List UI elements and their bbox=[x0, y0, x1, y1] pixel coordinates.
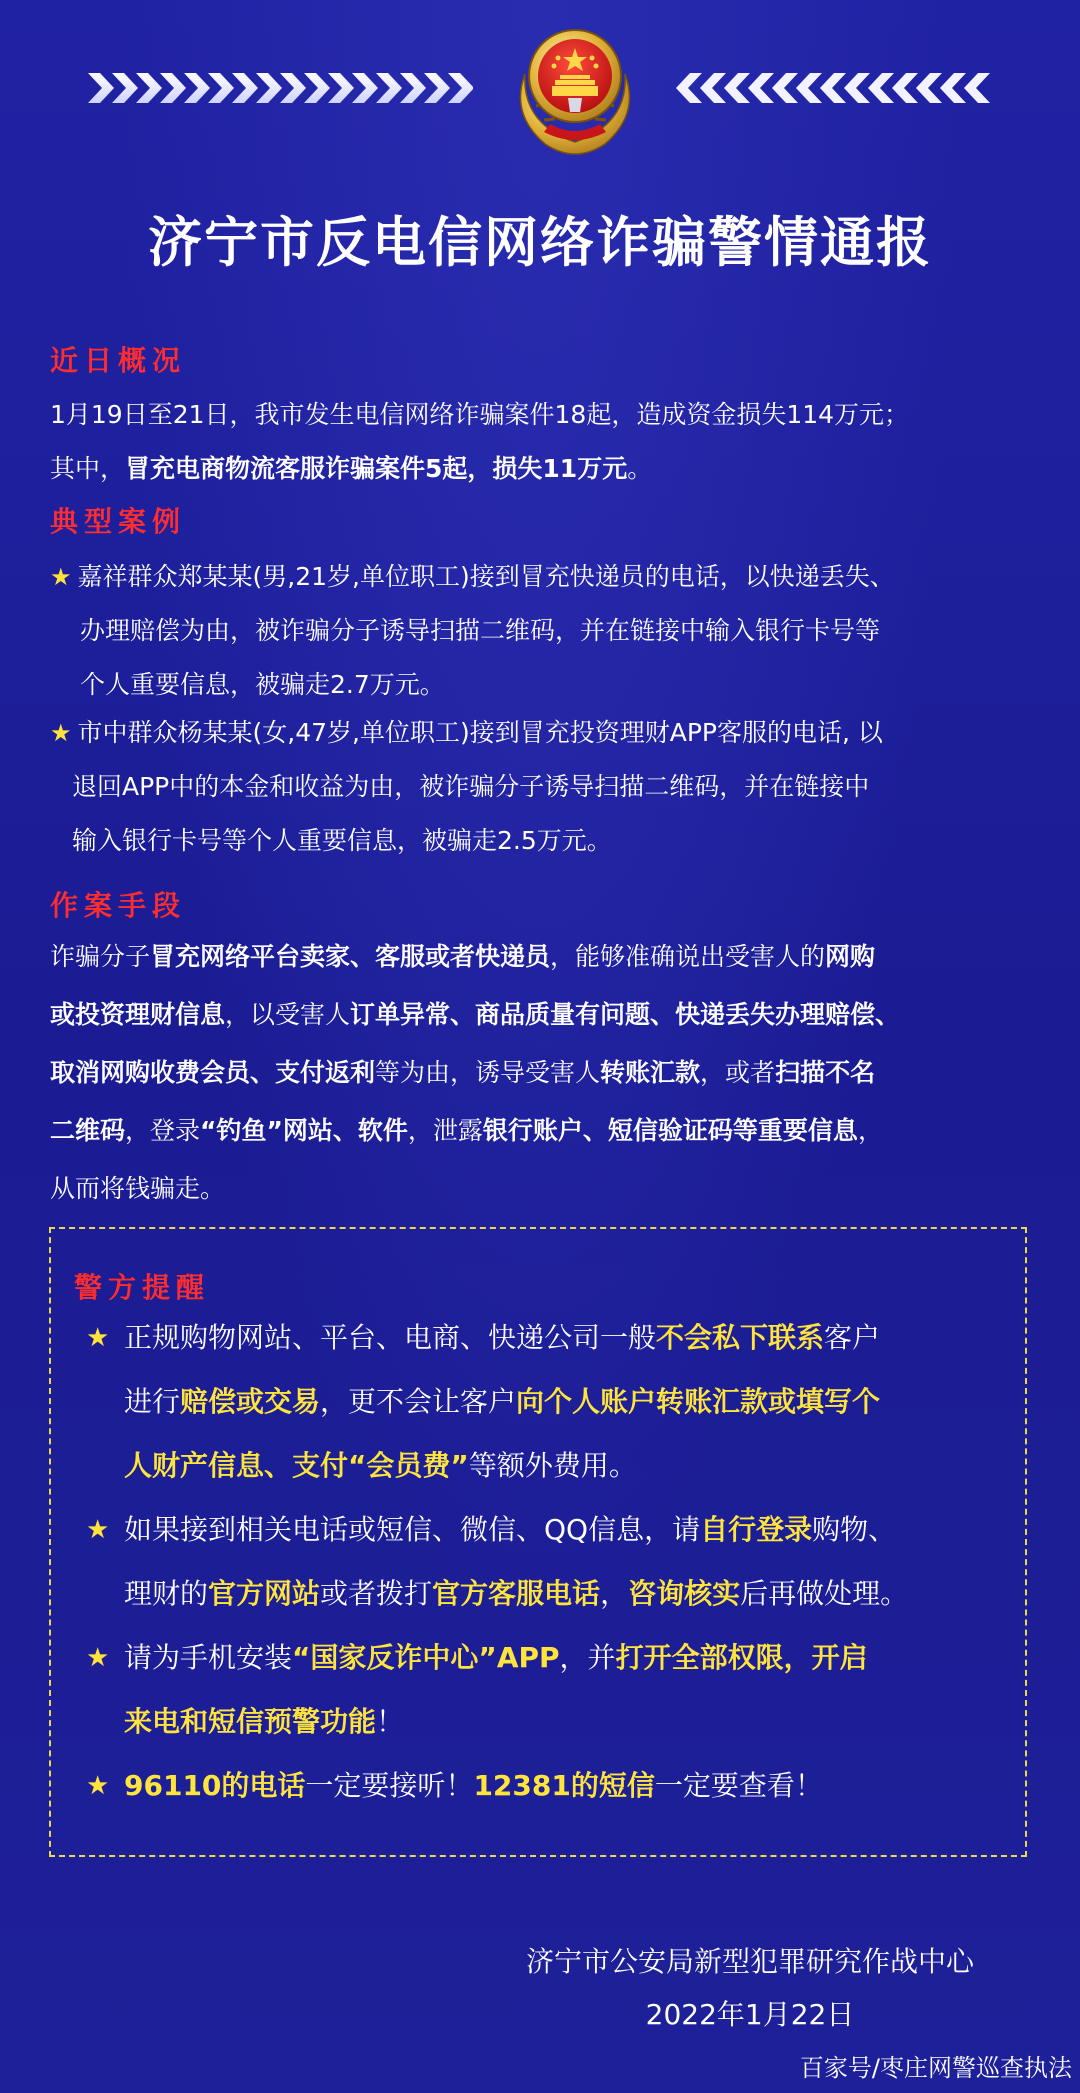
tip-text: 一定要接听！ bbox=[305, 1769, 474, 1802]
methods-text: 从而将钱骗走。 bbox=[50, 1174, 226, 1203]
case-1-line-3: 个人重要信息，被骗走2.7万元。 bbox=[80, 670, 445, 699]
case-1-line-1: 嘉祥群众郑某某(男,21岁,单位职工)接到冒充快递员的电话，以快递丢失、 bbox=[77, 562, 895, 591]
tip-text: 一定要查看！ bbox=[654, 1769, 823, 1802]
source-watermark: 百家号/枣庄网警巡查执法 bbox=[799, 2054, 1072, 2082]
case-2-line-1: 市中群众杨某某(女,47岁,单位职工)接到冒充投资理财APP客服的电话, 以 bbox=[77, 718, 883, 747]
methods-text: ，登录 bbox=[125, 1116, 201, 1145]
tip-text: 正规购物网站、平台、电商、快递公司一般 bbox=[124, 1321, 657, 1354]
methods-text: ，能够准确说出受害人的 bbox=[550, 942, 826, 971]
overview-line-2-suffix: 。 bbox=[627, 454, 653, 483]
methods-text: 等为由，诱导受害人 bbox=[375, 1058, 601, 1087]
tip-highlight: 自行登录 bbox=[700, 1513, 813, 1546]
tip-text: 请为手机安装 bbox=[124, 1641, 293, 1674]
star-icon: ★ bbox=[86, 1515, 110, 1545]
methods-bold: 取消网购收费会员、支付返利 bbox=[50, 1058, 376, 1087]
right-chevron-ribbon bbox=[676, 70, 1006, 106]
star-icon: ★ bbox=[50, 719, 72, 747]
tip-highlight: 咨询核实 bbox=[628, 1577, 741, 1610]
section-heading-methods: 作案手段 bbox=[50, 889, 187, 922]
tip-highlight: 人财产信息、支付“会员费” bbox=[124, 1449, 469, 1482]
tip-text: ，并 bbox=[559, 1641, 616, 1674]
tip-text: 购物、 bbox=[812, 1513, 897, 1546]
star-icon: ★ bbox=[86, 1643, 110, 1673]
tip-highlight: 赔偿或交易 bbox=[180, 1385, 321, 1418]
section-heading-reminder: 警方提醒 bbox=[74, 1271, 211, 1304]
left-chevron-ribbon bbox=[88, 70, 473, 106]
overview-line-2-prefix: 其中， bbox=[50, 454, 126, 483]
methods-bold: 或投资理财信息 bbox=[50, 1000, 226, 1029]
methods-bold: 银行账户、短信验证码等重要信息 bbox=[482, 1116, 858, 1145]
tip-text: 客户 bbox=[824, 1321, 881, 1354]
overview-line-2 bbox=[50, 438, 1040, 500]
reminder-tip-2 bbox=[86, 1498, 1006, 1626]
tip-text: ， bbox=[600, 1577, 629, 1610]
methods-text: ，或者 bbox=[700, 1058, 776, 1087]
methods-bold: 二维码 bbox=[50, 1116, 126, 1145]
tip-text: 理财的 bbox=[124, 1577, 209, 1610]
overview-highlight: 冒充电商物流客服诈骗案件5起，损失11万元 bbox=[125, 454, 628, 483]
chevron-arrows-icon bbox=[676, 71, 1006, 105]
case-2-line-2: 退回APP中的本金和收益为由，被诈骗分子诱导扫描二维码，并在链接中 bbox=[72, 772, 870, 801]
methods-bold: 扫描不名 bbox=[775, 1058, 876, 1087]
tip-text: 或者拨打 bbox=[320, 1577, 433, 1610]
methods-paragraph bbox=[50, 928, 1050, 1218]
tip-highlight: 不会私下联系 bbox=[656, 1321, 825, 1354]
reminder-tip-3 bbox=[86, 1626, 1006, 1754]
tip-text: 如果接到相关电话或短信、微信、QQ信息，请 bbox=[124, 1513, 701, 1546]
tip-text: ！ bbox=[376, 1705, 405, 1738]
methods-bold: “钓鱼”网站、软件 bbox=[200, 1116, 408, 1145]
tip-highlight: 向个人账户转账汇款或填写个 bbox=[516, 1385, 881, 1418]
star-icon: ★ bbox=[50, 563, 72, 591]
reminder-tip-1 bbox=[86, 1306, 1006, 1498]
issue-date: 2022年1月22日 bbox=[645, 1998, 855, 2031]
methods-bold: 网购 bbox=[825, 942, 876, 971]
tip-highlight: 96110的电话 bbox=[124, 1769, 306, 1802]
case-2-line-3: 输入银行卡号等个人重要信息，被骗走2.5万元。 bbox=[72, 826, 612, 855]
section-heading-overview: 近日概况 bbox=[50, 344, 187, 377]
tip-highlight: “国家反诈中心”APP bbox=[292, 1641, 560, 1674]
tip-text: 进行 bbox=[124, 1385, 181, 1418]
tip-highlight: 12381的短信 bbox=[473, 1769, 655, 1802]
tip-text: 等额外费用。 bbox=[468, 1449, 637, 1482]
tip-text: ，更不会让客户 bbox=[320, 1385, 517, 1418]
methods-bold: 转账汇款 bbox=[600, 1058, 701, 1087]
reminder-tip-4 bbox=[86, 1754, 1006, 1818]
methods-text: ，泄露 bbox=[407, 1116, 483, 1145]
chevron-arrows-icon bbox=[88, 71, 473, 105]
case-item-1 bbox=[50, 550, 1040, 712]
star-icon: ★ bbox=[86, 1771, 110, 1801]
case-item-2 bbox=[50, 706, 1040, 868]
overview-line-1: 1月19日至21日，我市发生电信网络诈骗案件18起，造成资金损失114万元； bbox=[50, 400, 910, 429]
methods-bold: 冒充网络平台卖家、客服或者快递员 bbox=[150, 942, 551, 971]
tip-highlight: 官方客服电话 bbox=[432, 1577, 601, 1610]
tip-highlight: 来电和短信预警功能 bbox=[124, 1705, 377, 1738]
tip-highlight: 打开全部权限，开启 bbox=[615, 1641, 868, 1674]
case-1-line-2: 办理赔偿为由，被诈骗分子诱导扫描二维码，并在链接中输入银行卡号等 bbox=[80, 616, 881, 645]
tip-highlight: 官方网站 bbox=[208, 1577, 321, 1610]
methods-text: 诈骗分子 bbox=[50, 942, 151, 971]
star-icon: ★ bbox=[86, 1323, 110, 1353]
tip-text: 后再做处理。 bbox=[740, 1577, 909, 1610]
issuing-organization: 济宁市公安局新型犯罪研究作战中心 bbox=[525, 1945, 974, 1978]
section-heading-cases: 典型案例 bbox=[50, 505, 187, 538]
police-emblem-icon bbox=[500, 14, 650, 164]
methods-text: ，以受害人 bbox=[225, 1000, 351, 1029]
methods-text: ， bbox=[857, 1116, 883, 1145]
page-title: 济宁市反电信网络诈骗警情通报 bbox=[148, 211, 932, 274]
methods-bold: 订单异常、商品质量有问题、快递丢失办理赔偿、 bbox=[350, 1000, 901, 1029]
